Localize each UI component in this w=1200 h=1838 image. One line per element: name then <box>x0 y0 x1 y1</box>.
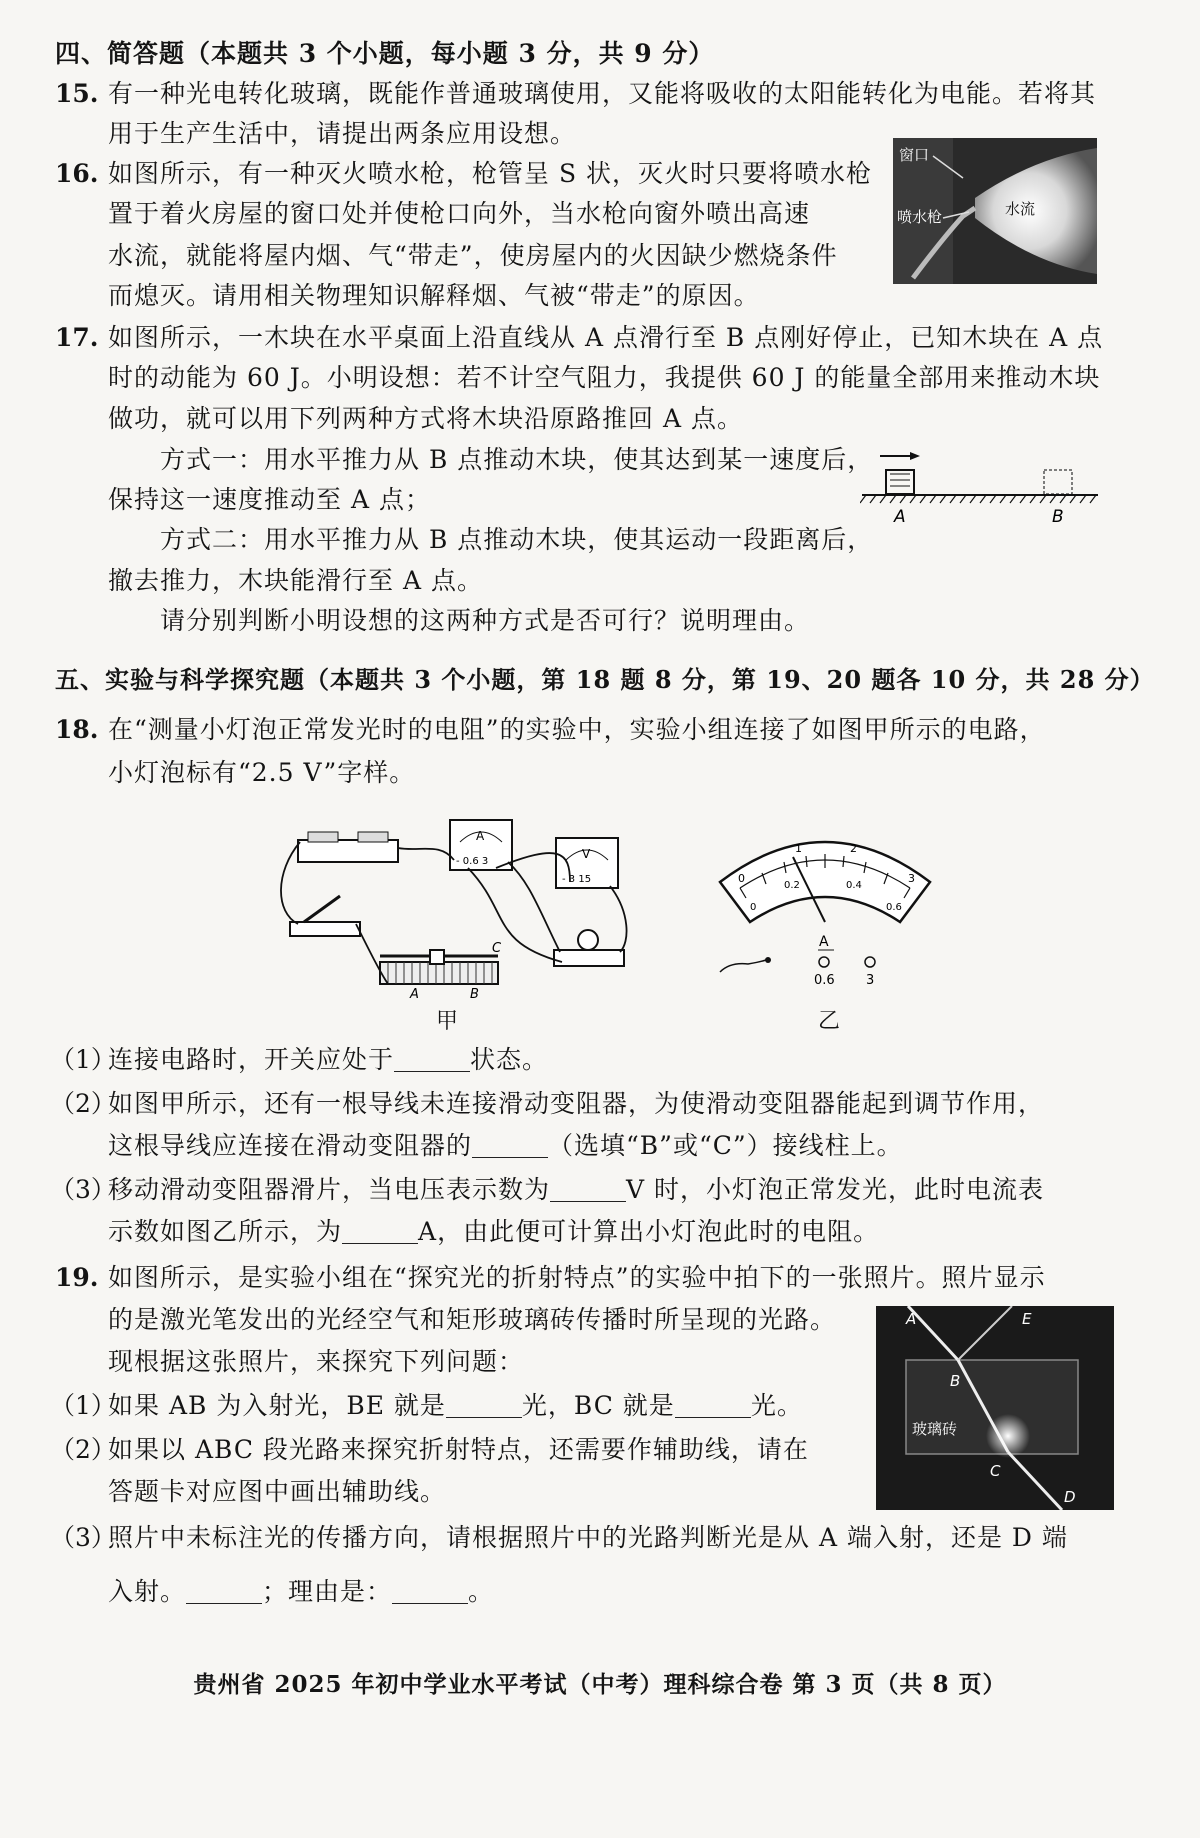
q15-line-2: 用于生产生活中，请提出两条应用设想。 <box>108 119 577 148</box>
q19-line-2: 的是激光笔发出的光经空气和矩形玻璃砖传播时所呈现的光路。 <box>108 1305 837 1334</box>
answer-blank-terminal[interactable] <box>472 1133 548 1158</box>
q19-s1: 如果 AB 为入射光，BE 就是 光，BC 就是 光。 <box>108 1391 803 1420</box>
q19-s3-line-1: 照片中未标注光的传播方向，请根据照片中的光路判断光是从 A 端入射，还是 D 端 <box>108 1523 1068 1552</box>
q17-method-1b: 保持这一速度推动至 A 点； <box>108 485 431 514</box>
q18-line-2: 小灯泡标有“2.5 V”字样。 <box>108 758 416 787</box>
rheostat-label-c: C <box>492 941 502 956</box>
q18-s2-line-1: 如图甲所示，还有一根导线未连接滑动变阻器，为使滑动变阻器能起到调节作用， <box>108 1089 1045 1118</box>
photo-label-b: B <box>950 1372 961 1390</box>
photo-label-d: D <box>1064 1488 1076 1506</box>
q17-line-2: 时的动能为 60 J。小明设想：若不计空气阻力，我提供 60 J 的能量全部用来推动木块 <box>108 363 1101 392</box>
water-gun-photo <box>893 138 1097 284</box>
q16-line-2: 置于着火房屋的窗口处并使枪口向外，当水枪向窗外喷出高速 <box>108 199 811 228</box>
q17-ask: 请分别判断小明设想的这两种方式是否可行？说明理由。 <box>160 606 811 635</box>
caption-yi: 乙 <box>818 1009 841 1034</box>
answer-blank-voltage[interactable] <box>550 1177 626 1202</box>
dial-bottom-02: 0.2 <box>784 880 800 891</box>
q18-s1: 连接电路时，开关应处于 状态。 <box>108 1045 549 1074</box>
q19-line-1: 如图所示，是实验小组在“探究光的折射特点”的实验中拍下的一张照片。照片显示 <box>108 1263 1046 1292</box>
voltmeter-terminals: - 3 15 <box>562 874 592 885</box>
ammeter-terminals: - 0.6 3 <box>456 856 489 867</box>
dial-top-1: 1 <box>795 842 802 855</box>
ammeter-dial-figure-yi <box>700 812 950 1012</box>
voltmeter-label: V <box>582 847 591 861</box>
dial-top-3: 3 <box>908 872 915 885</box>
photo-label-glass: 玻璃砖 <box>912 1420 958 1438</box>
q19-s3-line-2: 入射。 ；理由是： 。 <box>108 1577 495 1606</box>
fig-label-window: 窗口 <box>899 146 930 164</box>
q17-method-2b: 撤去推力，木块能滑行至 A 点。 <box>108 566 483 595</box>
refraction-photo <box>876 1306 1114 1510</box>
q19-s2-line-2: 答题卡对应图中画出辅助线。 <box>108 1477 447 1506</box>
track-label-a: A <box>894 507 906 527</box>
dial-terminal-3: 3 <box>866 973 875 988</box>
q16-line-3: 水流，就能将屋内烟、气“带走”，使房屋内的火因缺少燃烧条件 <box>108 241 838 270</box>
section-4-title: 四、简答题（本题共 3 个小题，每小题 3 分，共 9 分） <box>55 39 715 68</box>
q16-number: 16. <box>55 159 99 188</box>
ammeter-label: A <box>476 829 485 843</box>
q15-line-1: 有一种光电转化玻璃，既能作普通玻璃使用，又能将吸收的太阳能转化为电能。若将其 <box>108 79 1097 108</box>
q17-method-1a: 方式一：用水平推力从 B 点推动木块，使其达到某一速度后， <box>160 445 874 474</box>
fig-label-flow: 水流 <box>1005 200 1036 218</box>
photo-label-c: C <box>990 1462 1001 1480</box>
answer-blank-refracted[interactable] <box>675 1393 751 1418</box>
answer-blank-reflected[interactable] <box>446 1393 522 1418</box>
photo-label-e: E <box>1022 1310 1032 1328</box>
circuit-figure-jia <box>270 812 650 1032</box>
q18-number: 18. <box>55 715 99 744</box>
q17-method-2a: 方式二：用水平推力从 B 点推动木块，使其运动一段距离后， <box>160 525 874 554</box>
page-footer: 贵州省 2025 年初中学业水平考试（中考）理科综合卷 第 3 页（共 8 页） <box>193 1671 1007 1698</box>
caption-jia: 甲 <box>436 1009 459 1034</box>
q17-line-1: 如图所示，一木块在水平桌面上沿直线从 A 点滑行至 B 点刚好停止，已知木块在 A 点 <box>108 323 1104 352</box>
q19-line-3: 现根据这张照片，来探究下列问题： <box>108 1347 525 1376</box>
q18-s3-line-1: 移动滑动变阻器滑片，当电压表示数为 V 时，小灯泡正常发光，此时电流表 <box>108 1175 1045 1204</box>
dial-bottom-0: 0 <box>750 902 757 913</box>
q19-s3-number: （3） <box>50 1523 116 1552</box>
q18-s1-number: （1） <box>50 1045 116 1074</box>
section-5-title: 五、实验与科学探究题（本题共 3 个小题，第 18 题 8 分，第 19、20 题各 10 分，共 28 分） <box>55 665 1155 694</box>
rheostat-label-b: B <box>470 987 479 1002</box>
q19-s1-number: （1） <box>50 1391 116 1420</box>
dial-top-0: 0 <box>738 872 745 885</box>
q19-s2-line-1: 如果以 ABC 段光路来探究折射特点，还需要作辅助线，请在 <box>108 1435 809 1464</box>
dial-top-2: 2 <box>850 842 857 855</box>
dial-terminal-06: 0.6 <box>814 973 835 988</box>
rheostat-label-a: A <box>410 987 419 1002</box>
q18-line-1: 在“测量小灯泡正常发光时的电阻”的实验中，实验小组连接了如图甲所示的电路， <box>108 715 1046 744</box>
q18-s2-number: （2） <box>50 1089 116 1118</box>
q16-line-4: 而熄灭。请用相关物理知识解释烟、气被“带走”的原因。 <box>108 281 760 310</box>
track-label-b: B <box>1052 507 1064 527</box>
answer-blank-reason[interactable] <box>392 1579 468 1604</box>
q18-s3-number: （3） <box>50 1175 116 1204</box>
answer-blank-entry-end[interactable] <box>186 1579 262 1604</box>
q17-line-3: 做功，就可以用下列两种方式将木块沿原路推回 A 点。 <box>108 404 743 433</box>
answer-blank-current[interactable] <box>342 1219 418 1244</box>
dial-unit: A <box>819 934 829 950</box>
answer-blank-switch-state[interactable] <box>394 1047 470 1072</box>
dial-bottom-04: 0.4 <box>846 880 862 891</box>
q18-s2-line-2: 这根导线应连接在滑动变阻器的 （选填“B”或“C”）接线柱上。 <box>108 1131 903 1160</box>
block-track-diagram <box>860 448 1100 530</box>
q16-line-1: 如图所示，有一种灭火喷水枪，枪管呈 S 状，灭火时只要将喷水枪 <box>108 159 873 188</box>
q17-number: 17. <box>55 323 99 352</box>
q19-s2-number: （2） <box>50 1435 116 1464</box>
photo-label-a: A <box>906 1310 917 1328</box>
q15-number: 15. <box>55 79 99 108</box>
fig-label-gun: 喷水枪 <box>897 208 943 226</box>
dial-bottom-06: 0.6 <box>886 902 902 913</box>
q19-number: 19. <box>55 1263 99 1292</box>
q18-s3-line-2: 示数如图乙所示，为 A，由此便可计算出小灯泡此时的电阻。 <box>108 1217 880 1246</box>
